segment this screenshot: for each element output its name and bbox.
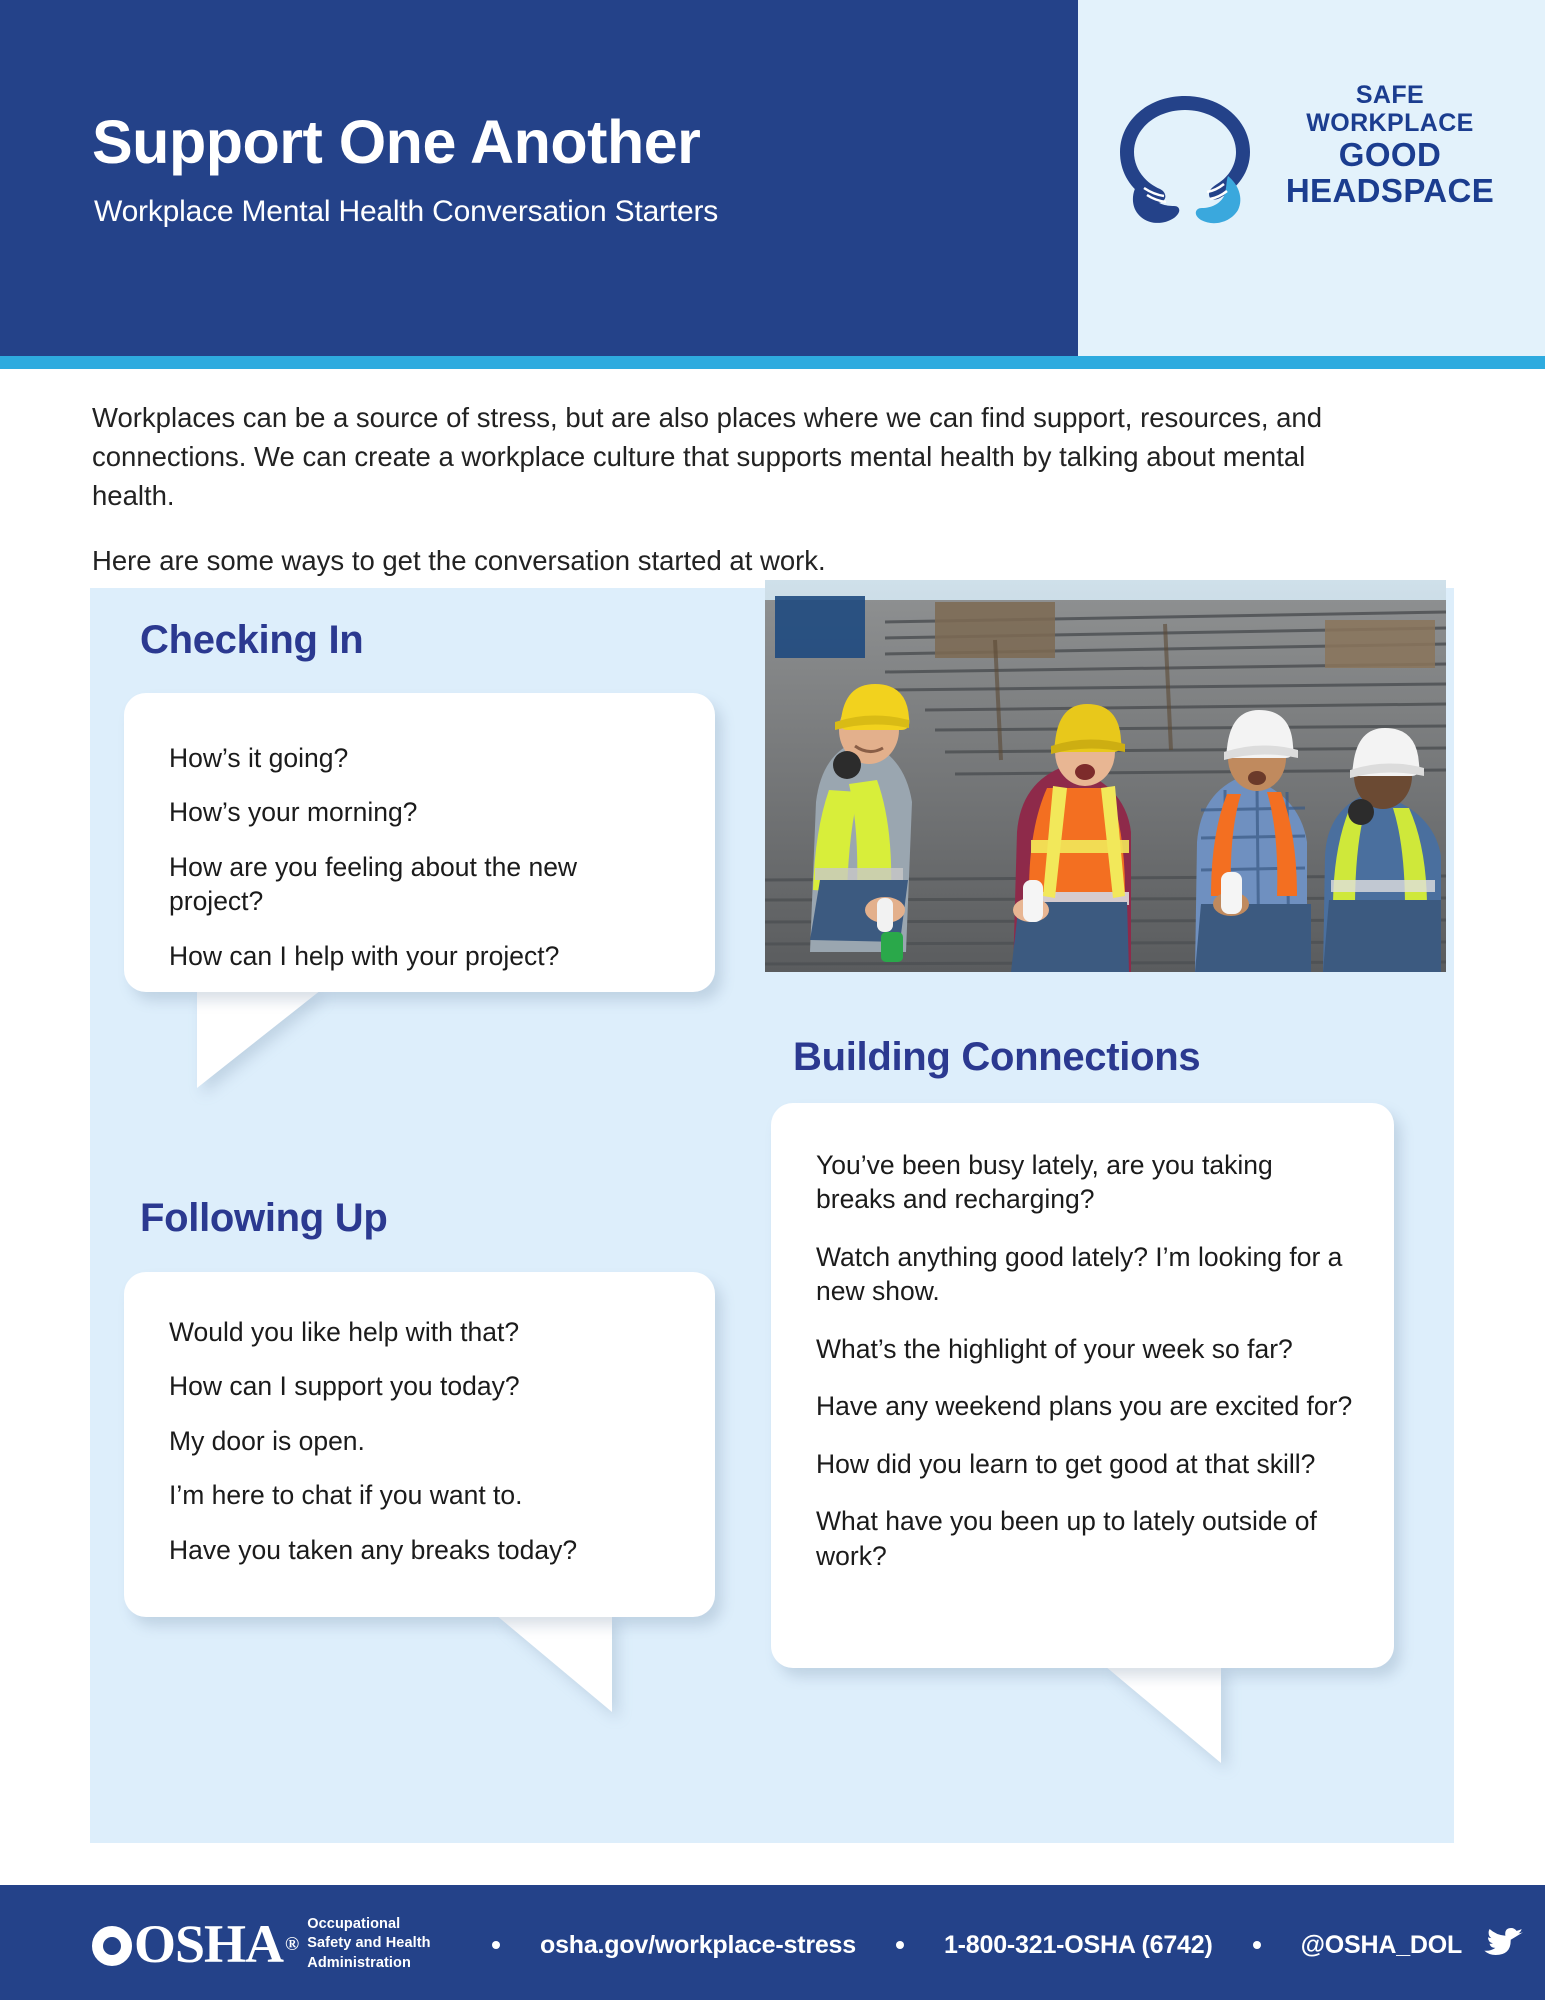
- agency-line-3: Administration: [307, 1954, 411, 1971]
- conversation-starter: How’s it going?: [169, 743, 349, 773]
- accent-divider-bar: [0, 356, 1545, 369]
- page-subtitle: Workplace Mental Health Conversation Starters: [94, 195, 719, 228]
- section-heading-checking-in: Checking In: [140, 618, 364, 662]
- brand-line-good: GOOD: [1338, 136, 1442, 173]
- conversation-starter: What’s the highlight of your week so far?: [816, 1333, 1293, 1364]
- registered-trademark-icon: ®: [285, 1933, 299, 1955]
- page-header: [0, 0, 1545, 356]
- conversation-starter: How can I support you today?: [169, 1371, 520, 1402]
- conversation-starter: Would you like help with that?: [169, 1317, 520, 1347]
- section-heading-building-connections: Building Connections: [793, 1035, 1201, 1079]
- footer-phone-number[interactable]: 1-800-321-OSHA (6742): [943, 1931, 1213, 1959]
- speech-bubble-tail-checking-in: [197, 990, 321, 1088]
- workers-conversation-photo: [765, 580, 1446, 972]
- osha-logo-letters: OSHA: [134, 1914, 284, 1974]
- conversation-starter: You’ve been busy lately, are you taking breaks and recharging?: [816, 1150, 1273, 1215]
- agency-line-2: Safety and Health: [307, 1935, 431, 1952]
- conversation-starter: How did you learn to get good at that skill?: [816, 1448, 1316, 1479]
- intro-paragraph-1: Workplaces can be a source of stress, but are also places where we can find support, resources, and connections. We can create a workplace culture that supports mental health by talking about mental health.: [92, 402, 1322, 512]
- speech-bubble-building-connections: [771, 1103, 1394, 1668]
- conversation-starter: What have you been up to lately outside of work?: [816, 1506, 1317, 1571]
- conversation-starter: My door is open.: [169, 1425, 365, 1456]
- osha-o-ring-icon: [92, 1926, 132, 1966]
- conversation-starter: How are you feeling about the new project?: [169, 851, 578, 917]
- conversation-starter: How can I help with your project?: [169, 940, 560, 971]
- conversation-starter: I’m here to chat if you want to.: [169, 1480, 523, 1511]
- brand-line-safe: SAFE: [1355, 81, 1425, 109]
- bullet-separator-icon: [1253, 1941, 1261, 1949]
- conversation-starter: Watch anything good lately? I’m looking for a new show.: [816, 1241, 1343, 1307]
- footer-website-link[interactable]: osha.gov/workplace-stress: [540, 1931, 856, 1959]
- conversation-starter: Have you taken any breaks today?: [169, 1534, 578, 1565]
- safe-workplace-good-headspace-logo: [1110, 78, 1510, 248]
- conversation-starter: How’s your morning?: [169, 797, 418, 828]
- conversation-starter: Have any weekend plans you are excited for?: [816, 1391, 1353, 1422]
- header-blue-block: [0, 0, 1078, 356]
- brand-line-headspace: HEADSPACE: [1285, 172, 1495, 210]
- head-in-hands-icon: [1110, 88, 1260, 233]
- osha-logo: [92, 1916, 431, 1972]
- osha-wordmark: [92, 1914, 299, 1974]
- osha-agency-name: [307, 1915, 430, 1973]
- intro-paragraph-2: Here are some ways to get the conversation started at work.: [92, 545, 826, 577]
- footer-social-handle[interactable]: @OSHA_DOL: [1300, 1931, 1463, 1959]
- speech-bubble-following-up: [124, 1272, 715, 1617]
- brand-wordmark: [1270, 82, 1510, 210]
- twitter-bird-icon[interactable]: [1484, 1928, 1524, 1969]
- speech-bubble-tail-following-up: [496, 1615, 612, 1712]
- bullet-separator-icon: [896, 1941, 904, 1949]
- speech-bubble-tail-building-connections: [1105, 1666, 1221, 1763]
- intro-text: [92, 398, 1362, 606]
- section-heading-following-up: Following Up: [140, 1196, 388, 1240]
- footer-contact-items: [452, 1925, 1524, 1966]
- bullet-separator-icon: [492, 1941, 500, 1949]
- brand-line-workplace: WORKPLACE: [1306, 108, 1474, 137]
- page-title: Support One Another: [92, 108, 701, 176]
- speech-bubble-checking-in: [124, 693, 715, 992]
- agency-line-1: Occupational: [307, 1916, 401, 1933]
